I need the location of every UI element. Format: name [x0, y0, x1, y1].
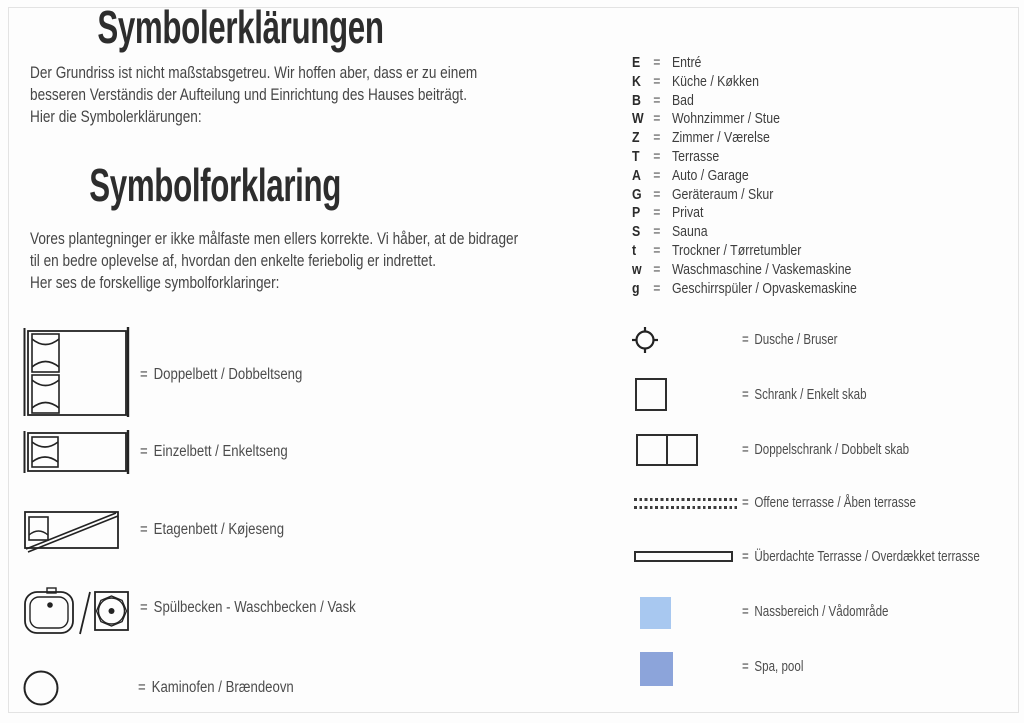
- legend-label-sink: = Spülbecken - Waschbecken / Vask: [140, 599, 356, 616]
- legend-label-single-closet: = Schrank / Enkelt skab: [742, 387, 867, 403]
- room-code-row: [632, 148, 857, 167]
- legend-label-spa-pool: = Spa, pool: [742, 659, 804, 675]
- equals-sign: =: [653, 130, 661, 147]
- equals-sign: =: [653, 186, 661, 203]
- equals-sign: =: [653, 167, 661, 184]
- room-code-letter: Z: [632, 130, 640, 147]
- wet-area-swatch: [640, 597, 671, 629]
- legend-label-stove: = Kaminofen / Brændeovn: [138, 679, 294, 696]
- equals-sign: =: [138, 679, 146, 696]
- room-code-row: [632, 204, 857, 223]
- equals-sign: =: [742, 387, 749, 403]
- room-code-letter: W: [632, 111, 644, 128]
- room-code-label: Wohnzimmer / Stue: [671, 111, 780, 128]
- room-code-row: [632, 280, 857, 299]
- closet-cell: [667, 434, 698, 466]
- intro-de-line: Hier die Symbolerklärungen:: [30, 107, 202, 126]
- room-code-row: [632, 242, 857, 261]
- room-code-letter: w: [632, 261, 642, 278]
- room-code-row: [632, 110, 857, 129]
- room-code-list: [632, 54, 857, 298]
- room-code-row: [632, 186, 857, 205]
- room-code-label: Geräteraum / Skur: [671, 186, 774, 203]
- room-code-label: Terrasse: [671, 148, 720, 165]
- legend-label-open-terrace: = Offene terrasse / Åben terrasse: [742, 495, 916, 511]
- room-code-label: Trockner / Tørretumbler: [671, 242, 802, 259]
- equals-sign: =: [140, 443, 148, 460]
- equals-sign: =: [742, 604, 749, 620]
- spa-pool-swatch: [640, 652, 673, 686]
- equals-sign: =: [653, 111, 661, 128]
- room-code-row: [632, 54, 857, 73]
- room-code-letter: B: [632, 92, 641, 109]
- equals-sign: =: [742, 495, 749, 511]
- room-code-row: [632, 129, 857, 148]
- equals-sign: =: [653, 92, 661, 109]
- equals-sign: =: [742, 442, 749, 458]
- equals-sign: =: [653, 73, 661, 90]
- intro-paragraph-danish: [30, 228, 518, 294]
- covered-terrace-icon: [634, 551, 733, 562]
- room-code-label: Sauna: [671, 224, 708, 241]
- room-code-row: [632, 73, 857, 92]
- room-code-label: Geschirrspüler / Opvaskemaskine: [671, 280, 857, 297]
- room-code-label: Privat: [671, 205, 704, 222]
- closet-cell: [636, 434, 667, 466]
- legend-label-single-bed: = Einzelbett / Enkeltseng: [140, 443, 288, 460]
- room-code-letter: K: [632, 73, 641, 90]
- intro-da-line: til en bedre oplevelse af, hvordan den enkelte feriebolig er indrettet.: [30, 251, 436, 270]
- equals-sign: =: [653, 242, 661, 259]
- legend-label-bunk-bed: = Etagenbett / Køjeseng: [140, 521, 285, 538]
- equals-sign: =: [653, 280, 661, 297]
- legend-label-wet-area: = Nassbereich / Vådområde: [742, 604, 889, 620]
- room-code-letter: A: [632, 167, 641, 184]
- legend-label-double-bed: = Doppelbett / Dobbeltseng: [140, 366, 303, 383]
- legend-label-double-closet: = Doppelschrank / Dobbelt skab: [742, 442, 910, 458]
- equals-sign: =: [742, 332, 749, 348]
- equals-sign: =: [140, 521, 148, 538]
- room-code-letter: S: [632, 224, 641, 241]
- equals-sign: =: [742, 659, 749, 675]
- sink-basin-icon: [20, 586, 134, 638]
- equals-sign: =: [742, 549, 749, 565]
- room-code-row: [632, 167, 857, 186]
- room-code-letter: g: [632, 280, 640, 297]
- room-code-row: [632, 92, 857, 111]
- intro-de-line: Der Grundriss ist nicht maßstabsgetreu. Wir hoffen aber, dass er zu einem: [30, 63, 478, 82]
- room-code-letter: G: [632, 186, 642, 203]
- room-code-label: Küche / Køkken: [671, 73, 759, 90]
- open-terrace-icon: [634, 497, 737, 510]
- single-closet-icon: [635, 378, 667, 411]
- legend-label-shower: = Dusche / Bruser: [742, 332, 838, 348]
- room-code-label: Zimmer / Værelse: [671, 130, 770, 147]
- intro-paragraph-german: [30, 62, 477, 128]
- room-code-label: Auto / Garage: [671, 167, 749, 184]
- bunk-bed-icon: [22, 508, 122, 552]
- room-code-letter: E: [632, 55, 641, 71]
- equals-sign: =: [653, 261, 661, 278]
- page-title-german: Symbolerklärungen: [97, 1, 384, 53]
- equals-sign: =: [140, 599, 148, 616]
- room-code-row: [632, 223, 857, 242]
- equals-sign: =: [140, 366, 148, 383]
- room-code-label: Entré: [671, 55, 702, 71]
- room-code-letter: t: [632, 242, 637, 259]
- legend-label-covered-terrace: = Überdachte Terrasse / Overdækket terrasse: [742, 549, 980, 565]
- equals-sign: =: [653, 205, 661, 222]
- intro-da-line: Vores plantegninger er ikke målfaste men ellers korrekte. Vi håber, at de bidrager: [30, 229, 519, 248]
- shower-icon: [630, 325, 660, 355]
- double-closet-icon: [636, 434, 698, 466]
- wood-stove-icon: [22, 669, 62, 709]
- equals-sign: =: [653, 148, 661, 165]
- dotted-row: [634, 498, 737, 501]
- room-code-letter: P: [632, 205, 641, 222]
- single-bed-icon: [22, 428, 132, 476]
- room-code-label: Bad: [671, 92, 694, 109]
- room-code-label: Waschmaschine / Vaskemaskine: [671, 261, 852, 278]
- equals-sign: =: [653, 55, 661, 71]
- intro-da-line: Her ses de forskellige symbolforklaringer:: [30, 273, 280, 292]
- room-code-row: [632, 261, 857, 280]
- dotted-row: [634, 506, 737, 509]
- equals-sign: =: [653, 224, 661, 241]
- page-title-danish: Symbolforklaring: [89, 159, 342, 211]
- room-code-letter: T: [632, 148, 640, 165]
- intro-de-line: besseren Verständis der Aufteilung und Einrichtung des Hauses beiträgt.: [30, 85, 467, 104]
- double-bed-icon: [22, 326, 132, 418]
